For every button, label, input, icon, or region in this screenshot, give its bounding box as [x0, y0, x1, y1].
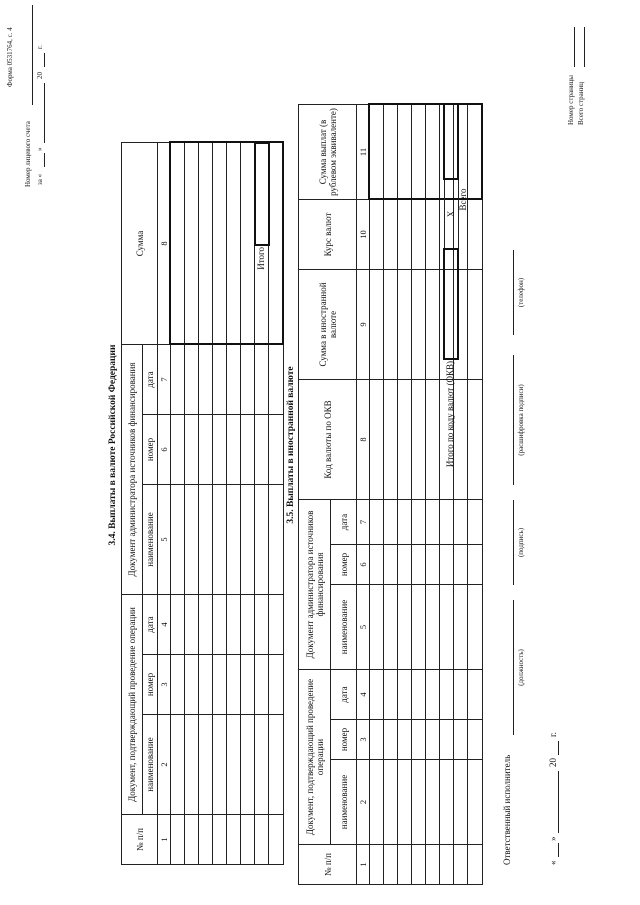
- table-cell[interactable]: [213, 345, 227, 415]
- col-number: 3: [158, 655, 171, 715]
- table-cell[interactable]: [398, 500, 412, 545]
- table-cell[interactable]: [199, 143, 213, 345]
- table-row: [199, 143, 213, 865]
- table-cell[interactable]: [384, 380, 398, 500]
- table-cell[interactable]: [199, 345, 213, 415]
- table-cell[interactable]: [269, 655, 284, 715]
- table-cell[interactable]: [384, 270, 398, 380]
- caption-phone: (телефон): [517, 277, 525, 308]
- table-cell[interactable]: [384, 720, 398, 760]
- table-cell[interactable]: [241, 143, 255, 345]
- executor-label: Ответственный исполнитель: [502, 754, 512, 865]
- col-header-currency-code: Код валюты по ОКВ: [299, 380, 357, 500]
- col-number: 9: [357, 270, 370, 380]
- table-cell[interactable]: [269, 485, 284, 595]
- table-cell[interactable]: [213, 815, 227, 865]
- table-cell[interactable]: [269, 415, 284, 485]
- col-number: 2: [158, 715, 171, 815]
- table-cell[interactable]: [412, 270, 426, 380]
- page-number-label: Номер страницы: [567, 74, 575, 125]
- section-3-4-total-label: Итого: [256, 247, 266, 270]
- table-cell[interactable]: [185, 715, 199, 815]
- table-cell[interactable]: [255, 815, 269, 865]
- table-cell[interactable]: [241, 655, 255, 715]
- sub-header-number: номер: [143, 415, 158, 485]
- page-number-field[interactable]: [574, 27, 575, 67]
- col-number: 7: [158, 345, 171, 415]
- table-cell[interactable]: [398, 270, 412, 380]
- total-foreign-sum-cell[interactable]: [444, 249, 458, 359]
- period-prefix: за «: [36, 173, 44, 185]
- table-cell[interactable]: [241, 815, 255, 865]
- section-3-4-total-cell[interactable]: [254, 142, 270, 246]
- sub-header-date: дата: [143, 345, 158, 415]
- table-row: [227, 143, 241, 865]
- table-cell[interactable]: [170, 415, 185, 485]
- table-cell[interactable]: [468, 670, 483, 720]
- col-number: 1: [357, 845, 370, 885]
- table-cell[interactable]: [369, 670, 384, 720]
- table-cell[interactable]: [255, 485, 269, 595]
- table-cell[interactable]: [241, 595, 255, 655]
- table-row: [269, 143, 284, 865]
- table-cell[interactable]: [412, 760, 426, 845]
- table-cell[interactable]: [199, 415, 213, 485]
- table-cell[interactable]: [398, 760, 412, 845]
- table-cell[interactable]: [468, 105, 483, 200]
- table-cell[interactable]: [468, 720, 483, 760]
- table-cell[interactable]: [468, 380, 483, 500]
- sub-header-number: номер: [331, 545, 357, 585]
- table-cell[interactable]: [454, 845, 468, 885]
- date-suffix: г.: [548, 732, 558, 737]
- sub-header-number: номер: [143, 655, 158, 715]
- table-cell[interactable]: [170, 345, 185, 415]
- col-number: 8: [158, 143, 171, 345]
- total-rate-x: X: [444, 179, 458, 249]
- col-number: 4: [357, 670, 370, 720]
- col-header-rate: Курс валют: [299, 200, 357, 270]
- table-cell[interactable]: [440, 670, 454, 720]
- table-cell[interactable]: [412, 105, 426, 200]
- table-cell[interactable]: [369, 500, 384, 545]
- table-cell[interactable]: [412, 380, 426, 500]
- date-quote-close: »: [548, 836, 558, 841]
- table-row: [185, 143, 199, 865]
- table-cell[interactable]: [426, 760, 440, 845]
- page-total-label: Всего страниц: [577, 81, 585, 125]
- sub-header-number: номер: [331, 720, 357, 760]
- table-cell[interactable]: [468, 545, 483, 585]
- sub-header-date: дата: [331, 500, 357, 545]
- decoding-field[interactable]: [513, 355, 514, 485]
- table-cell[interactable]: [398, 585, 412, 670]
- table-cell[interactable]: [398, 670, 412, 720]
- table-cell[interactable]: [398, 105, 412, 200]
- period-year: 20: [36, 72, 44, 79]
- table-cell[interactable]: [213, 715, 227, 815]
- total-rub-sum-cell[interactable]: [444, 104, 458, 179]
- table-cell[interactable]: [369, 200, 384, 270]
- table-cell[interactable]: [384, 585, 398, 670]
- table-cell[interactable]: [412, 845, 426, 885]
- table-cell[interactable]: [468, 760, 483, 845]
- total-by-currency-label: Итого по коду валют (ОКВ): [445, 361, 455, 468]
- phone-field[interactable]: [513, 250, 514, 335]
- col-number: 11: [357, 105, 370, 200]
- col-header-num: № п/п: [122, 815, 158, 865]
- table-cell[interactable]: [199, 655, 213, 715]
- section-3-5-total-row: [443, 103, 459, 360]
- table-cell[interactable]: [369, 760, 384, 845]
- date-year-field[interactable]: [558, 741, 559, 755]
- table-cell[interactable]: [369, 270, 384, 380]
- table-cell[interactable]: [185, 595, 199, 655]
- table-cell[interactable]: [227, 715, 241, 815]
- table-cell[interactable]: [227, 655, 241, 715]
- table-cell[interactable]: [454, 670, 468, 720]
- table-cell[interactable]: [412, 545, 426, 585]
- table-cell[interactable]: [426, 380, 440, 500]
- table-cell[interactable]: [440, 545, 454, 585]
- form-label: Форма 0531764, с. 4: [6, 27, 14, 87]
- col-header-doc-op: Документ, подтверждающий проведение операции: [122, 595, 143, 815]
- table-row: [398, 105, 412, 885]
- col-header-rub-sum: Сумма выплат (в рублевом эквиваленте): [299, 105, 357, 200]
- table-cell[interactable]: [269, 345, 284, 415]
- table-cell[interactable]: [227, 415, 241, 485]
- col-header-doc-admin: Документ администратора источников финансирования: [299, 500, 331, 670]
- table-row: [369, 105, 384, 885]
- caption-position: (должность): [517, 649, 525, 686]
- table-cell[interactable]: [468, 270, 483, 380]
- table-cell[interactable]: [170, 595, 185, 655]
- signature-field[interactable]: [513, 500, 514, 585]
- table-cell[interactable]: [440, 845, 454, 885]
- table-cell[interactable]: [384, 105, 398, 200]
- table-cell[interactable]: [369, 105, 384, 200]
- table-cell[interactable]: [255, 415, 269, 485]
- table-cell[interactable]: [454, 760, 468, 845]
- sub-header-date: дата: [143, 595, 158, 655]
- table-cell[interactable]: [255, 655, 269, 715]
- col-number: 5: [158, 485, 171, 595]
- table-cell[interactable]: [468, 500, 483, 545]
- table-cell[interactable]: [369, 585, 384, 670]
- table-cell[interactable]: [185, 143, 199, 345]
- section-3-4-title: 3.4. Выплаты в валюте Российской Федерации: [108, 344, 118, 546]
- table-cell[interactable]: [384, 760, 398, 845]
- table-cell[interactable]: [227, 815, 241, 865]
- col-number: 5: [357, 585, 370, 670]
- period-day-field[interactable]: [44, 153, 45, 167]
- col-number: 3: [357, 720, 370, 760]
- col-header-sum: Сумма: [122, 143, 158, 345]
- table-cell[interactable]: [213, 485, 227, 595]
- table-cell[interactable]: [269, 815, 284, 865]
- table-cell[interactable]: [369, 720, 384, 760]
- table-cell[interactable]: [199, 715, 213, 815]
- period-quote: »: [36, 147, 44, 151]
- table-cell[interactable]: [170, 655, 185, 715]
- table-cell[interactable]: [454, 545, 468, 585]
- col-header-doc-op: Документ, подтверждающий проведение операции: [299, 670, 331, 845]
- table-cell[interactable]: [398, 845, 412, 885]
- table-cell[interactable]: [440, 720, 454, 760]
- col-number: 7: [357, 500, 370, 545]
- table-cell[interactable]: [398, 545, 412, 585]
- sub-header-name: наименование: [143, 715, 158, 815]
- sub-header-name: наименование: [143, 485, 158, 595]
- table-cell[interactable]: [440, 760, 454, 845]
- period-year-field[interactable]: [44, 53, 45, 67]
- table-cell[interactable]: [426, 105, 440, 200]
- table-cell[interactable]: [426, 670, 440, 720]
- col-number: 10: [357, 200, 370, 270]
- table-row: [241, 143, 255, 865]
- table-cell[interactable]: [412, 200, 426, 270]
- table-cell[interactable]: [426, 845, 440, 885]
- table-cell[interactable]: [369, 845, 384, 885]
- table-cell[interactable]: [426, 720, 440, 760]
- table-cell[interactable]: [255, 715, 269, 815]
- date-day-field[interactable]: [558, 843, 559, 857]
- section-3-5-title: 3.5. Выплаты в иностранной валюте: [286, 366, 296, 524]
- table-cell[interactable]: [185, 815, 199, 865]
- caption-signature: (подпись): [517, 527, 525, 558]
- table-cell[interactable]: [398, 720, 412, 760]
- table-cell[interactable]: [241, 415, 255, 485]
- table-cell[interactable]: [213, 415, 227, 485]
- table-row: [468, 105, 483, 885]
- table-cell[interactable]: [426, 545, 440, 585]
- table-cell[interactable]: [398, 380, 412, 500]
- table-cell[interactable]: [213, 655, 227, 715]
- table-cell[interactable]: [227, 143, 241, 345]
- table-cell[interactable]: [269, 143, 284, 345]
- table-cell[interactable]: [170, 143, 185, 345]
- table-cell[interactable]: [412, 720, 426, 760]
- table-cell[interactable]: [199, 485, 213, 595]
- table-cell[interactable]: [241, 345, 255, 415]
- account-label: Номер лицевого счета: [24, 121, 32, 187]
- table-cell[interactable]: [170, 815, 185, 865]
- table-cell[interactable]: [227, 485, 241, 595]
- table-cell[interactable]: [255, 345, 269, 415]
- date-year: 20: [548, 758, 558, 767]
- table-row: [384, 105, 398, 885]
- caption-decoding: (расшифровка подписи): [517, 384, 525, 456]
- table-cell[interactable]: [241, 715, 255, 815]
- table-cell[interactable]: [468, 845, 483, 885]
- table-cell[interactable]: [269, 715, 284, 815]
- table-cell[interactable]: [170, 715, 185, 815]
- table-cell[interactable]: [384, 670, 398, 720]
- col-number: 4: [158, 595, 171, 655]
- table-cell[interactable]: [426, 585, 440, 670]
- col-number: 8: [357, 380, 370, 500]
- period-suffix: г.: [36, 45, 44, 49]
- table-cell[interactable]: [426, 200, 440, 270]
- account-number-field[interactable]: [32, 5, 33, 105]
- table-cell[interactable]: [412, 670, 426, 720]
- table-cell[interactable]: [369, 545, 384, 585]
- table-cell[interactable]: [454, 720, 468, 760]
- table-cell[interactable]: [185, 655, 199, 715]
- col-header-doc-admin: Документ администратора источников финансирования: [122, 345, 143, 595]
- table-cell[interactable]: [384, 845, 398, 885]
- table-cell[interactable]: [440, 585, 454, 670]
- sub-header-date: дата: [331, 670, 357, 720]
- table-cell[interactable]: [241, 485, 255, 595]
- table-cell[interactable]: [426, 270, 440, 380]
- date-month-field[interactable]: [558, 771, 559, 833]
- position-field[interactable]: [513, 600, 514, 735]
- table-cell[interactable]: [255, 595, 269, 655]
- col-header-foreign-sum: Сумма в иностранной валюте: [299, 270, 357, 380]
- col-number: 1: [158, 815, 171, 865]
- table-cell[interactable]: [468, 200, 483, 270]
- table-cell[interactable]: [384, 200, 398, 270]
- period-month-field[interactable]: [44, 83, 45, 143]
- table-cell[interactable]: [213, 595, 227, 655]
- table-cell[interactable]: [170, 485, 185, 595]
- table-cell[interactable]: [199, 595, 213, 655]
- table-row: [426, 105, 440, 885]
- col-number: 6: [357, 545, 370, 585]
- table-cell[interactable]: [185, 345, 199, 415]
- table-cell[interactable]: [426, 500, 440, 545]
- table-cell[interactable]: [199, 815, 213, 865]
- table-cell[interactable]: [384, 500, 398, 545]
- sub-header-name: наименование: [331, 760, 357, 845]
- table-cell[interactable]: [185, 485, 199, 595]
- page-total-field[interactable]: [584, 27, 585, 67]
- table-cell[interactable]: [369, 380, 384, 500]
- table-cell[interactable]: [227, 595, 241, 655]
- date-quote-open: «: [548, 860, 558, 865]
- sub-header-name: наименование: [331, 585, 357, 670]
- table-cell[interactable]: [398, 200, 412, 270]
- table-cell[interactable]: [454, 585, 468, 670]
- col-number: 6: [158, 415, 171, 485]
- col-header-num: № п/п: [299, 845, 357, 885]
- table-row: [412, 105, 426, 885]
- table-row: [170, 143, 185, 865]
- table-cell[interactable]: [269, 595, 284, 655]
- table-cell[interactable]: [412, 500, 426, 545]
- table-row: [213, 143, 227, 865]
- col-number: 2: [357, 760, 370, 845]
- table-cell[interactable]: [412, 585, 426, 670]
- table-cell[interactable]: [384, 545, 398, 585]
- table-cell[interactable]: [227, 345, 241, 415]
- table-cell[interactable]: [213, 143, 227, 345]
- grand-total-label: Всего: [458, 188, 468, 211]
- table-cell[interactable]: [468, 585, 483, 670]
- table-cell[interactable]: [185, 415, 199, 485]
